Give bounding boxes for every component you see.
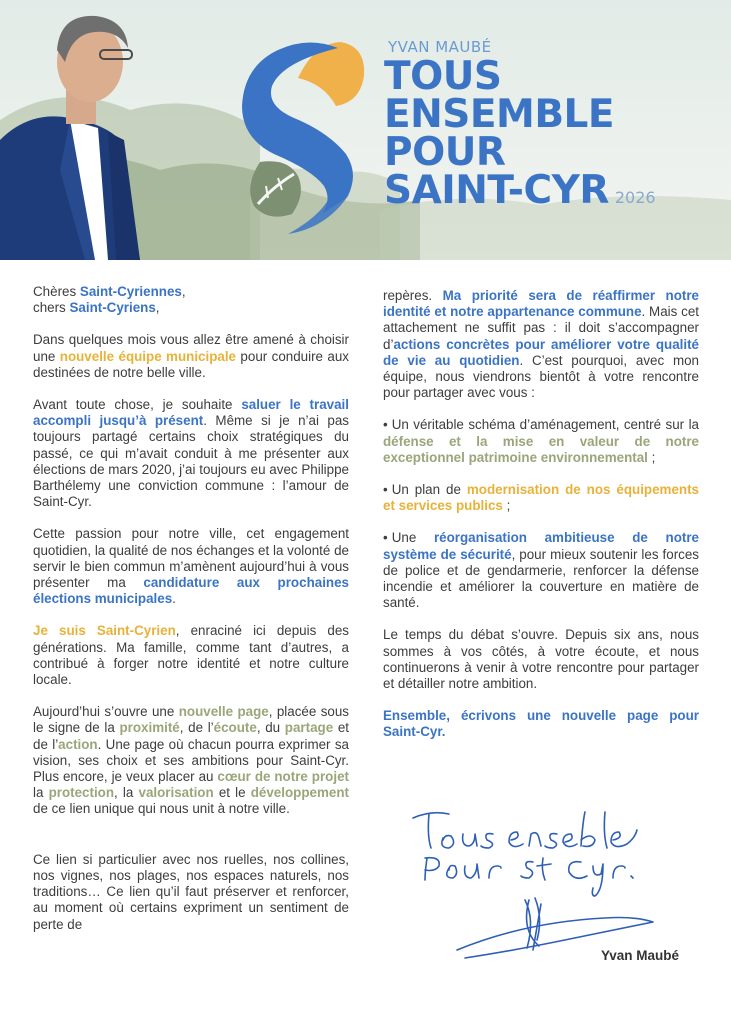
text: Ce lien si particulier avec nos ruelles, nos collines, nos vignes, nos plages, nos espaces naturels, nos traditions… Ce lien qu’il faut préserver et renforcer, au moment où certains expriment un sentiment de perte de	[33, 851, 349, 932]
text: et le	[213, 785, 251, 801]
text: ;	[647, 449, 656, 465]
highlight: modernisation de nos équipements et services publics	[383, 482, 699, 514]
text: . Une page où chacun pourra exprimer sa vision, ses choix et ses ambitions pour Saint-Cyr. Plus encore, je veux placer au	[33, 736, 349, 785]
letter-right-column	[383, 288, 699, 757]
highlight: défense et la mise en valeur de notre exceptionnel patrimoine environnemental	[383, 433, 699, 465]
text: chers	[33, 300, 70, 316]
highlight: proximité	[119, 720, 180, 736]
bullet-icon: •	[383, 417, 388, 433]
title-line-2: ENSEMBLE	[384, 92, 615, 137]
text: , placée sous le signe de la	[33, 704, 349, 736]
text: . C’est pourquoi, avec mon équipe, nous viendrons bientôt à votre rencontre pour partager avec vous :	[383, 352, 699, 401]
highlight: réorganisation ambitieuse de notre système de sécurité	[383, 530, 699, 562]
paragraph	[33, 397, 349, 510]
text: ,	[155, 300, 160, 316]
bullet-icon: •	[383, 530, 388, 546]
highlight: candidature aux prochaines élections municipales	[33, 575, 349, 607]
text: , du	[256, 720, 285, 736]
text: Aujourd’hui s’ouvre une	[33, 704, 179, 720]
text: ;	[502, 498, 511, 514]
title-line-1: TOUS	[384, 54, 502, 99]
campaign-title	[384, 54, 714, 217]
saint-cyr-s-logo	[228, 36, 378, 246]
list-item	[383, 417, 699, 466]
highlight: développement	[250, 785, 349, 801]
campaign-year: 2026	[614, 188, 656, 207]
highlight: protection	[48, 785, 115, 801]
title-line-3: POUR	[384, 130, 506, 175]
text: , pour mieux soutenir les forces de police et de gendarmerie, renforcer la défense incendie et améliorer la couverture en matière de santé.	[383, 546, 699, 611]
highlight: écoute	[213, 720, 257, 736]
list-item	[383, 482, 699, 514]
text: , la	[114, 785, 139, 801]
paragraph	[33, 704, 349, 817]
candidate-name-label: YVAN MAUBÉ	[388, 38, 492, 56]
text: la	[33, 785, 49, 801]
highlight: Saint-Cyriens	[69, 300, 156, 316]
text: .	[172, 591, 176, 607]
text: Dans quelques mois vous allez être amené à choisir une	[33, 332, 349, 364]
text: pour conduire aux destinées de notre belle ville.	[33, 348, 350, 380]
paragraph	[33, 332, 349, 381]
highlight: action	[58, 736, 98, 752]
text: Avant toute chose, je souhaite	[33, 397, 242, 413]
paragraph	[33, 852, 349, 933]
text: Une	[391, 530, 434, 546]
text: . Même si je n’ai pas toujours partagé certains choix stratégiques du passé, ce qui m’avait conduit à me présenter aux élections de mars 2020, j’ai toujours eu avec Philippe Barthélemy une conviction commune : l’amour de Saint-Cyr.	[33, 413, 350, 510]
paragraph	[33, 623, 349, 688]
closing-statement: Ensemble, écrivons une nouvelle page pour Saint-Cyr.	[383, 708, 699, 740]
title-line-4	[384, 168, 714, 217]
signatory-name: Yvan Maubé	[601, 948, 680, 963]
paragraph	[383, 288, 699, 401]
highlight: Ma priorité sera de réaffirmer notre identité et notre appartenance commune	[383, 288, 700, 320]
text: repères.	[383, 288, 443, 303]
list-item	[383, 530, 699, 611]
text: de ce lien unique qui nous unit à notre ville.	[33, 801, 290, 817]
handwritten-signature	[405, 800, 665, 970]
text: Cette passion pour notre ville, cet engagement quotidien, la qualité de nos échanges et la volonté de servir le bien commun m’amènent aujourd’hui à vous présenter ma	[33, 526, 349, 591]
highlight: nouvelle page	[178, 704, 269, 720]
highlight: partage	[284, 720, 334, 736]
highlight: actions concrètes pour améliorer votre qualité de vie au quotidien	[383, 336, 699, 368]
text: , enraciné ici depuis des générations. Ma famille, comme tant d’autres, a contribué à forger notre identité et notre culture locale.	[33, 623, 349, 688]
title-line-4-text: SAINT-CYR	[384, 168, 609, 213]
text: Un véritable schéma d’aménagement, centré sur la	[391, 417, 699, 433]
highlight: cœur de notre projet	[217, 769, 349, 785]
header-banner	[0, 0, 731, 260]
text: et de l’	[33, 720, 350, 752]
highlight: Je suis Saint-Cyrien	[33, 623, 176, 639]
text: Chères	[33, 284, 80, 299]
text: Un plan de	[391, 482, 467, 498]
highlight: Saint-Cyriennes	[79, 284, 182, 299]
candidate-photo	[0, 0, 150, 260]
highlight: nouvelle équipe municipale	[59, 348, 237, 364]
bullet-icon: •	[383, 482, 388, 498]
highlight: saluer le travail accompli jusqu’à présent	[33, 397, 349, 429]
paragraph	[33, 526, 349, 607]
text: , de l’	[179, 720, 214, 736]
text: ,	[181, 284, 186, 299]
paragraph: Le temps du débat s’ouvre. Depuis six ans, nous sommes à vos côtés, à votre écoute, et nous continuerons à venir à votre rencontre pour partager et détailler notre ambition.	[383, 627, 699, 692]
text: . Mais cet attachement ne suffit pas : il doit s’accompagner d’	[383, 304, 699, 352]
greeting	[33, 284, 349, 316]
highlight: valorisation	[138, 785, 214, 801]
letter-left-column	[33, 284, 349, 949]
